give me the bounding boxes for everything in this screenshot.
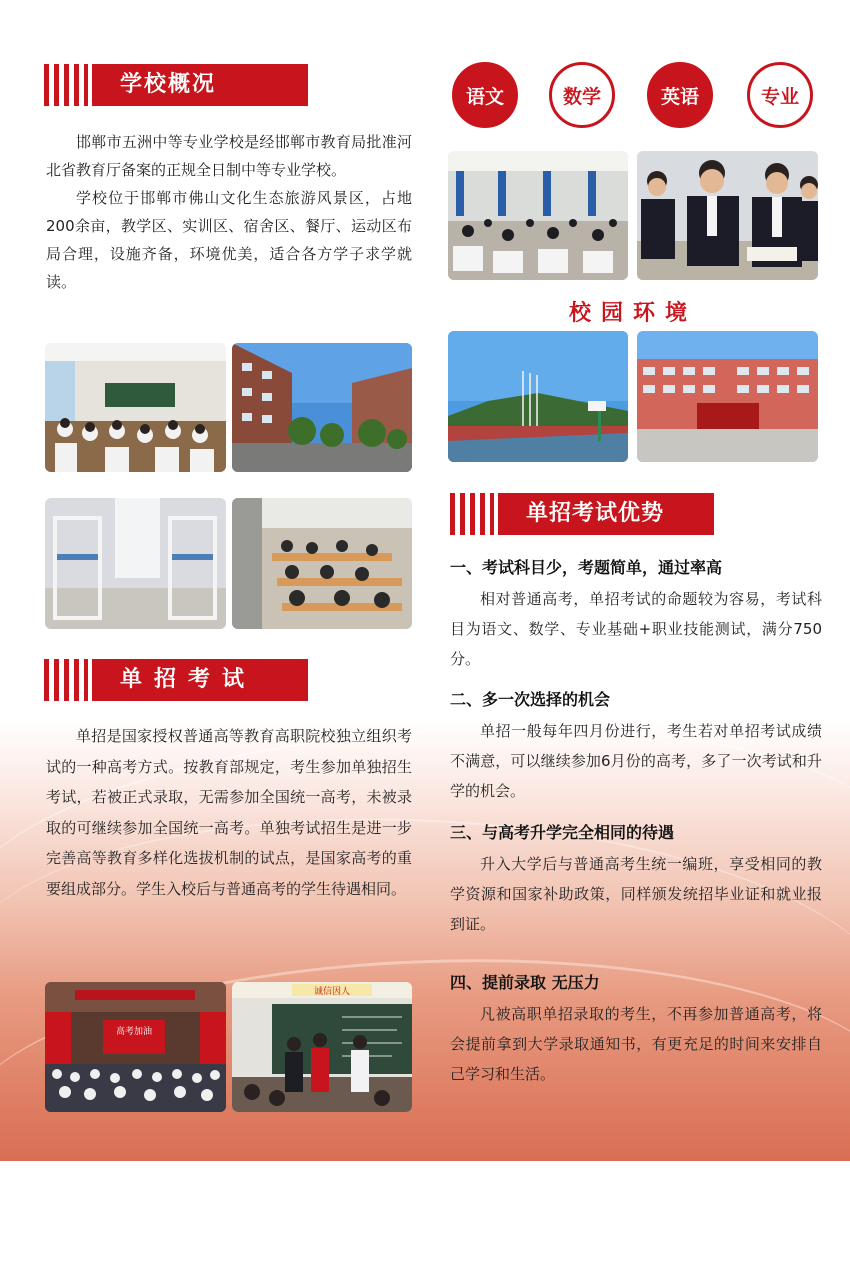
subject-math-badge: 数学 xyxy=(549,62,615,128)
overview-text xyxy=(46,128,412,296)
overview-banner xyxy=(44,64,308,106)
advantage-body: 单招一般每年四月份进行，考生若对单招考试成绩不满意，可以继续参加6月份的高考，多了一次考试和升学的机会。 xyxy=(450,722,822,800)
banner-stripes xyxy=(44,64,88,106)
advantages-banner xyxy=(450,493,714,535)
advantage-item-3 xyxy=(450,821,822,939)
classroom-slogan: 诚信因人 xyxy=(313,987,351,997)
advantage-item-4 xyxy=(450,971,822,1089)
advantage-body: 相对普通高考，单招考试的命题较为容易，考试科目为语文、数学、专业基础+职业技能测试，满分750分。 xyxy=(450,590,822,668)
subject-chinese-badge: 语文 xyxy=(452,62,518,128)
exam-title: 单招考试 xyxy=(92,659,308,701)
advantage-heading: 三、与高考升学完全相同的待遇 xyxy=(450,823,675,842)
advantage-item-2 xyxy=(450,688,822,806)
photo-campus-road xyxy=(232,343,412,472)
photo-canteen xyxy=(232,498,412,629)
subject-english-badge: 英语 xyxy=(647,62,713,128)
exam-cheer-sign: 高考加油 xyxy=(115,1027,153,1037)
advantage-body: 升入大学后与普通高考生统一编班，享受相同的教学资源和国家补助政策，同样颁发统招毕业证和就业报到证。 xyxy=(450,855,822,933)
photo-main-building xyxy=(637,331,818,462)
advantage-heading: 二、多一次选择的机会 xyxy=(450,690,611,709)
photo-students xyxy=(637,151,818,280)
campus-environment-title: 校园环境 xyxy=(568,301,697,326)
advantages-title: 单招考试优势 xyxy=(498,493,714,535)
advantage-body: 凡被高职单招录取的考生，不再参加普通高考，将会提前拿到大学录取通知书，有更充足的时间来安排自己学习和生活。 xyxy=(450,1005,822,1083)
exam-text xyxy=(46,721,412,904)
advantage-item-1 xyxy=(450,556,822,674)
overview-paragraph: 邯郸市五洲中等专业学校是经邯郸市教育局批准河北省教育厅备案的正规全日制中等专业学校。 xyxy=(46,133,412,179)
photo-classroom xyxy=(45,343,226,472)
subject-major-badge: 专业 xyxy=(747,62,813,128)
exam-banner xyxy=(44,659,308,701)
photo-lecture-hall xyxy=(448,151,628,280)
photo-dormitory xyxy=(45,498,226,629)
banner-stripes xyxy=(44,659,88,701)
overview-title: 学校概况 xyxy=(92,64,308,106)
overview-paragraph: 学校位于邯郸市佛山文化生态旅游风景区，占地200余亩，教学区、实训区、宿舍区、餐厅、运动区布局合理，设施齐备，环境优美，适合各方学子求学就读。 xyxy=(46,189,412,291)
banner-stripes xyxy=(450,493,494,535)
exam-paragraph: 单招是国家授权普通高等教育高职院校独立组织考试的一种高考方式。按教育部规定，考生参加单独招生考试，若被正式录取，无需参加全国统一高考，未被录取的可继续参加全国统一高考。单独考试招生是进一步完善高等教育多样化选拔机制的试点，是国家高考的重要组成部分。学生入校后与普通高考的学生待遇相同。 xyxy=(46,727,412,898)
advantage-heading: 四、提前录取 无压力 xyxy=(450,973,600,992)
advantage-heading: 一、考试科目少，考题简单，通过率高 xyxy=(450,558,723,577)
photo-blackboard xyxy=(232,982,412,1112)
photo-auditorium xyxy=(45,982,226,1112)
photo-sports-field xyxy=(448,331,628,462)
